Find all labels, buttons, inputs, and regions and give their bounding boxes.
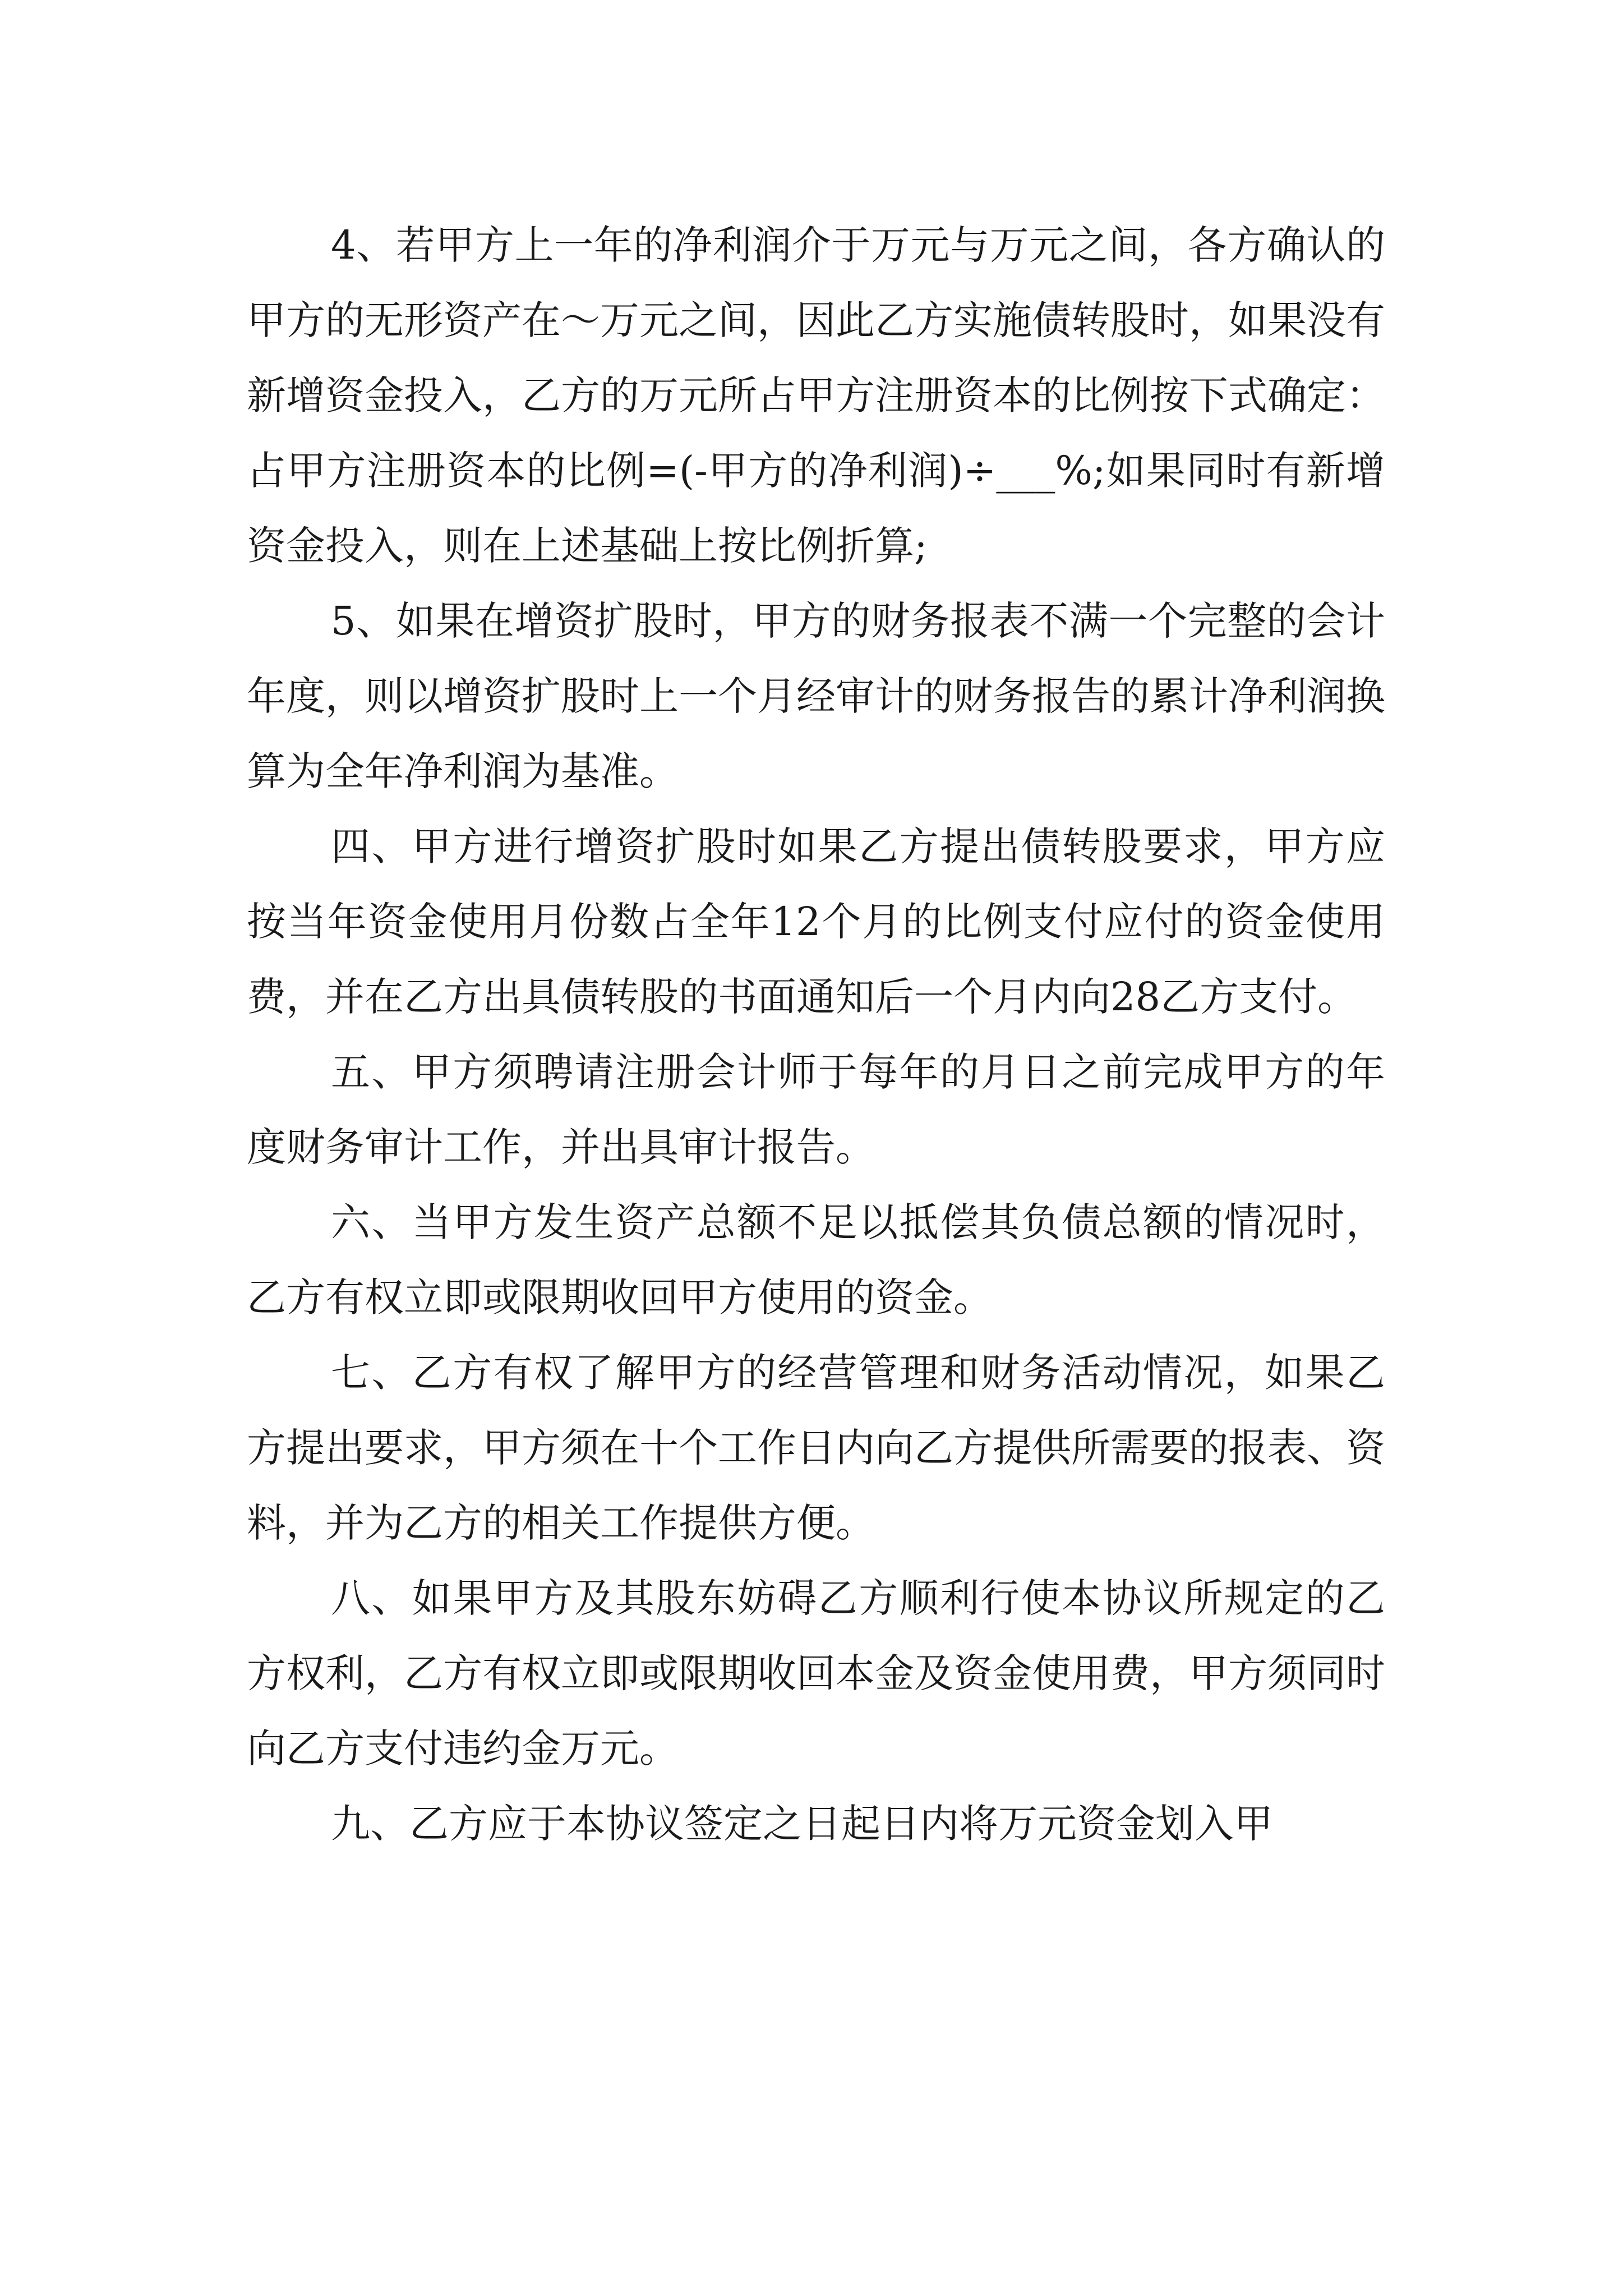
paragraph-section-7: 七、乙方有权了解甲方的经营管理和财务活动情况，如果乙方提出要求，甲方须在十个工作日内向乙方提供所需要的报表、资料，并为乙方的相关工作提供方便。 [247, 1350, 1385, 1546]
document-body [247, 208, 1385, 1861]
paragraph-section-8: 八、如果甲方及其股东妨碍乙方顺利行使本协议所规定的乙方权利，乙方有权立即或限期收回本金及资金使用费，甲方须同时向乙方支付违约金万元。 [247, 1575, 1385, 1772]
paragraph-section-4: 四、甲方进行增资扩股时如果乙方提出债转股要求，甲方应按当年资金使用月份数占全年12个月的比例支付应付的资金使用费，并在乙方出具债转股的书面通知后一个月内向28乙方支付。 [247, 823, 1385, 1020]
paragraph-section-6: 六、当甲方发生资产总额不足以抵偿其负债总额的情况时，乙方有权立即或限期收回甲方使用的资金。 [247, 1199, 1385, 1320]
paragraph-section-9: 九、乙方应于本协议签定之日起日内将万元资金划入甲 [331, 1801, 1273, 1847]
paragraph-section-5: 五、甲方须聘请注册会计师于每年的月日之前完成甲方的年度财务审计工作，并出具审计报告。 [247, 1049, 1385, 1170]
paragraph-clause-4: 4、若甲方上一年的净利润介于万元与万元之间，各方确认的甲方的无形资产在～万元之间，因此乙方实施债转股时，如果没有新增资金投入，乙方的万元所占甲方注册资本的比例按下式确定：占甲方注册资本的比例=(-甲方的净利润)÷___%;如果同时有新增资金投入，则在上述基础上按比例折算; [247, 222, 1385, 569]
paragraph-clause-5: 5、如果在增资扩股时，甲方的财务报表不满一个完整的会计年度，则以增资扩股时上一个月经审计的财务报告的累计净利润换算为全年净利润为基准。 [247, 598, 1385, 794]
